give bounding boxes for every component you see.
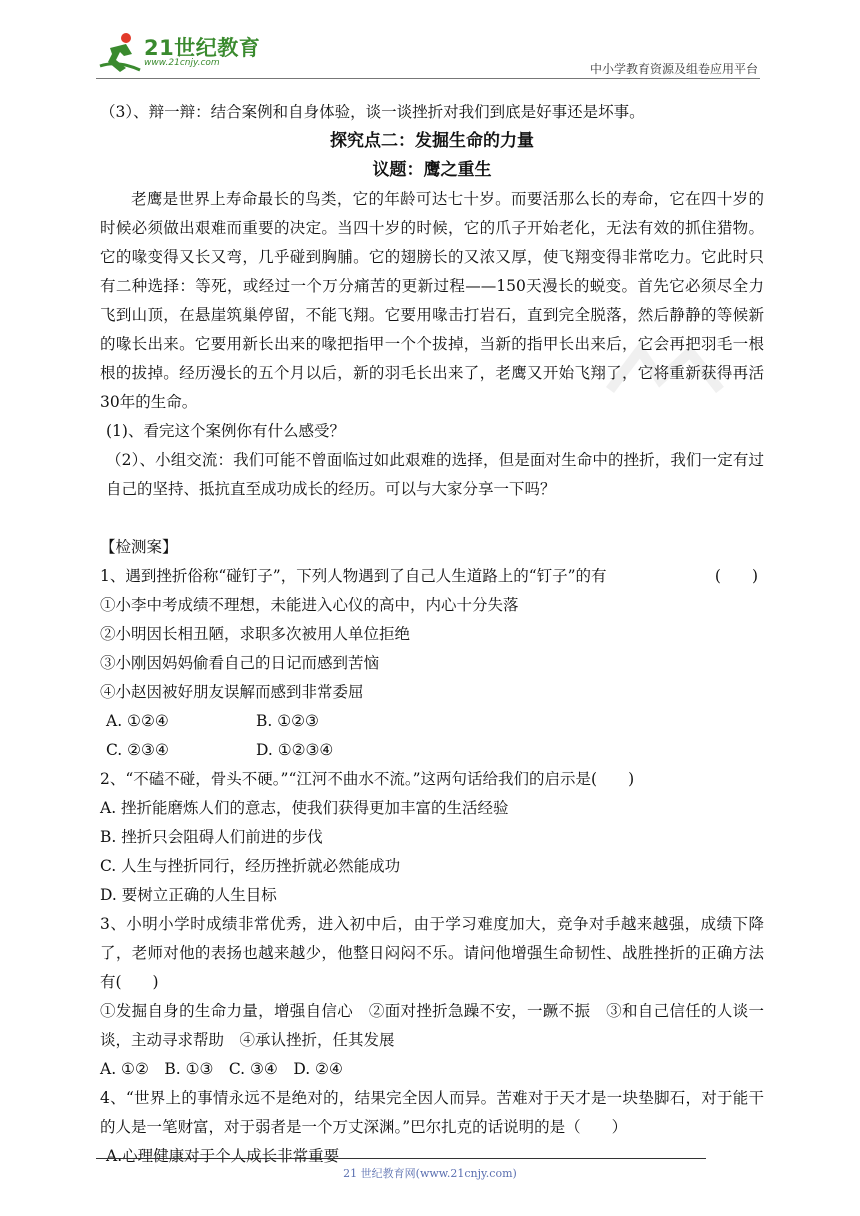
runner-icon <box>96 30 142 76</box>
option-b[interactable]: B. 挫折只会阻碍人们前进的步伐 <box>100 828 323 846</box>
option-d[interactable]: D. ①②③④ <box>256 741 334 759</box>
option-c[interactable]: C. ②③④ <box>106 741 169 759</box>
page-footer[interactable]: 21 世纪教育网(www.21cnjy.com) <box>343 1167 517 1180</box>
eagle-story-paragraph: 老鹰是世界上寿命最长的鸟类，它的年龄可达七十岁。而要活那么长的寿命，它在四十岁的时候必须做出艰难而重要的决定。当四十岁的时候，它的爪子开始老化，无法有效的抓住猎物。它的喙变得又长又弯，几乎碰到胸脯。它的翅膀长的又浓又厚，使飞翔变得非常吃力。它此时只有二种选择：等死，或经过一个万分痛苦的更新过程——150天漫长的蜕变。首先它必须尽全力飞到山顶，在悬崖筑巢停留，不能飞翔。它要用喙击打岩石，直到完全脱落，然后静静的等候新的喙长出来。它要用新长出来的喙把指甲一个个拔掉，当新的指甲长出来后，它会再把羽毛一根根的拔掉。经历漫长的五个月以后，新的羽毛长出来了，老鹰又开始飞翔了，它将重新获得再活30年的生命。 <box>100 190 764 411</box>
section-title: 探究点二：发掘生命的力量 <box>330 131 534 151</box>
option-c[interactable]: C. 人生与挫折同行，经历挫折就必然能成功 <box>100 857 401 875</box>
debate-question: （3）、辩一辩：结合案例和自身体验，谈一谈挫折对我们到底是好事还是坏事。 <box>100 103 645 121</box>
list-item: ③小刚因妈妈偷看自己的日记而感到苦恼 <box>100 654 380 672</box>
list-item: ②小明因长相丑陋，求职多次被用人单位拒绝 <box>100 625 411 643</box>
logo-text: 21世纪教育 <box>144 36 261 60</box>
footer-divider <box>96 1158 706 1159</box>
page-header <box>96 30 760 78</box>
option-a[interactable]: A.心理健康对于个人成长非常重要 <box>106 1147 340 1165</box>
test-question-3-options[interactable]: A. ①② B. ①③ C. ③④ D. ②④ <box>100 1060 343 1078</box>
question-1: (1)、看完这个案例你有什么感受？ <box>106 422 345 440</box>
question-2: （2）、小组交流：我们可能不曾面临过如此艰难的选择，但是面对生命中的挫折，我们一定有过自己的坚持、抵抗直至成功成长的经历。可以与大家分享一下吗？ <box>106 451 764 498</box>
answer-bracket: ( ) <box>714 567 758 585</box>
option-b[interactable]: B. ①②③ <box>256 712 319 730</box>
platform-tagline: 中小学教育资源及组卷应用平台 <box>589 62 758 76</box>
test-question-1-stem <box>100 562 764 591</box>
test-question-1-options-row1 <box>100 707 764 736</box>
option-d[interactable]: D. 要树立正确的人生目标 <box>100 886 277 904</box>
test-question-3-items: ①发掘自身的生命力量，增强自信心 ②面对挫折急躁不安，一蹶不振 ③和自己信任的人谈一谈，主动寻求帮助 ④承认挫折，任其发展 <box>100 1002 764 1049</box>
list-item: ④小赵因被好朋友误解而感到非常委屈 <box>100 683 364 701</box>
option-a[interactable]: A. 挫折能磨炼人们的意志，使我们获得更加丰富的生活经验 <box>100 799 509 817</box>
topic-title: 议题：鹰之重生 <box>372 160 492 180</box>
logo-url: www.21cnjy.com <box>144 58 220 68</box>
document-body <box>100 98 764 1171</box>
test-question-4-stem: 4、“世界上的事情永远不是绝对的，结果完全因人而异。苦难对于天才是一块垫脚石，对于能干的人是一笔财富，对于弱者是一个万丈深渊。”巴尔扎克的话说明的是（ ） <box>100 1089 764 1136</box>
spacer <box>100 504 764 533</box>
test-question-1-options-row2 <box>100 736 764 765</box>
site-logo[interactable] <box>96 30 266 76</box>
header-divider <box>96 78 760 79</box>
test-heading: 【检测案】 <box>100 538 178 556</box>
test-question-1-text: 1、遇到挫折俗称“碰钉子”，下列人物遇到了自己人生道路上的“钉子”的有 <box>100 567 607 585</box>
list-item: ①小李中考成绩不理想，未能进入心仪的高中，内心十分失落 <box>100 596 519 614</box>
test-question-3-stem: 3、小明小学时成绩非常优秀，进入初中后，由于学习难度加大，竞争对手越来越强，成绩下降了，老师对他的表扬也越来越少，他整日闷闷不乐。请问他增强生命韧性、战胜挫折的正确方法有( ) <box>100 915 764 991</box>
test-question-2-stem: 2、“不磕不碰，骨头不硬。”“江河不曲水不流。”这两句话给我们的启示是( ) <box>100 770 635 788</box>
option-a[interactable]: A. ①②④ <box>106 712 169 730</box>
